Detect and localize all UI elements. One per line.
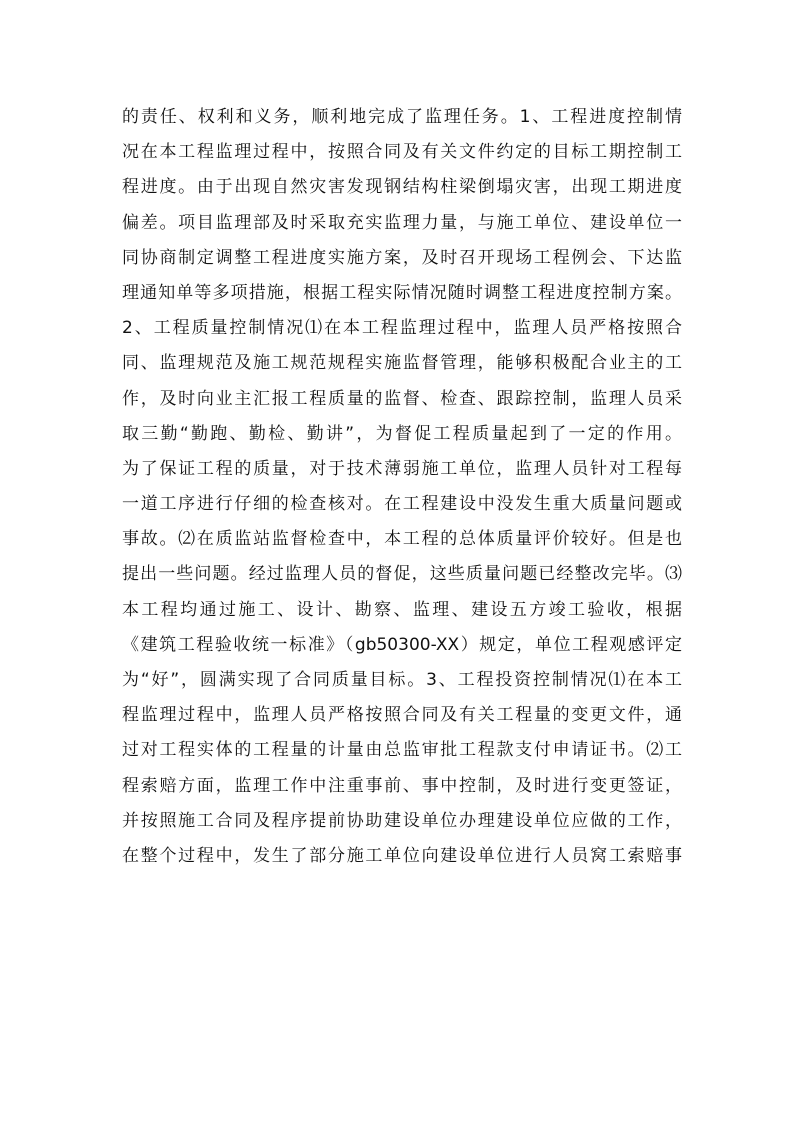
text-line: 本工程均通过施工、设计、勘察、监理、建设五方竣工验收，根据	[122, 599, 682, 620]
text-line: 《建筑工程验收统一标准》（gb50300-XX）规定，单位工程观感评定	[122, 634, 682, 655]
text-line: 为“好”，圆满实现了合同质量目标。3、工程投资控制情况⑴在本工	[122, 670, 682, 690]
text-line: 程监理过程中，监理人员严格按照合同及有关工程量的变更文件，通	[122, 705, 682, 726]
text-line: 程进度。由于出现自然灾害发现钢结构柱梁倒塌灾害，出现工期进度	[122, 177, 682, 198]
text-line: 偏差。项目监理部及时采取充实监理力量，与施工单位、建设单位一	[122, 212, 682, 233]
text-line: 提出一些问题。经过监理人员的督促，这些质量问题已经整改完毕。⑶	[122, 564, 682, 585]
body-text	[122, 100, 682, 874]
text-line: 程索赔方面，监理工作中注重事前、事中控制，及时进行变更签证，	[122, 775, 682, 796]
text-line: 一道工序进行仔细的检查核对。在工程建设中没发生重大质量问题或	[122, 494, 682, 515]
text-line: 并按照施工合同及程序提前协助建设单位办理建设单位应做的工作，	[122, 810, 682, 831]
text-line: 同、监理规范及施工规范规程实施监督管理，能够积极配合业主的工	[122, 353, 682, 374]
text-line: 在整个过程中，发生了部分施工单位向建设单位进行人员窝工索赔事	[122, 845, 682, 866]
text-line: 的责任、权利和义务，顺利地完成了监理任务。1、工程进度控制情	[122, 107, 682, 127]
text-line: 况在本工程监理过程中，按照合同及有关文件约定的目标工期控制工	[122, 142, 682, 163]
text-line: 2、工程质量控制情况⑴在本工程监理过程中，监理人员严格按照合	[122, 318, 682, 339]
text-line: 作，及时向业主汇报工程质量的监督、检查、跟踪控制，监理人员采	[122, 388, 682, 409]
text-line: 过对工程实体的工程量的计量由总监审批工程款支付申请证书。⑵工	[122, 740, 682, 761]
text-line: 取三勤“勤跑、勤检、勤讲”，为督促工程质量起到了一定的作用。	[122, 423, 682, 444]
text-line: 同协商制定调整工程进度实施方案，及时召开现场工程例会、下达监	[122, 247, 682, 268]
text-line: 理通知单等多项措施，根据工程实际情况随时调整工程进度控制方案。	[122, 282, 682, 303]
text-line: 为了保证工程的质量，对于技术薄弱施工单位，监理人员针对工程每	[122, 458, 682, 479]
text-line: 事故。⑵在质监站监督检查中，本工程的总体质量评价较好。但是也	[122, 529, 682, 550]
